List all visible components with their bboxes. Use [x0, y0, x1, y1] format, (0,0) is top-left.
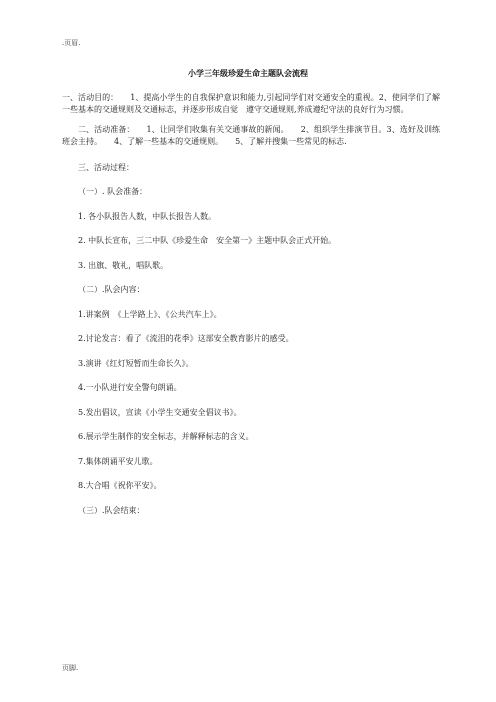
page-header: .页眉. [62, 39, 81, 47]
subsection-meeting-preparation: （一）. 队会准备： [78, 187, 148, 197]
section-activity-preparation: 二、活动准备： 1、让同学们收集有关交通事故的新闻。 2、组织学生排演节目。3、选好及训练班会主持。 4、了解一些基本的交通规则。 5、了解并搜集一些常见的标志. [62, 124, 440, 147]
list-item: 7.集体朗诵平安儿歌。 [78, 456, 158, 466]
page-footer: 页脚. [62, 664, 79, 672]
list-item: 1.讲案例 《上学路上》、《公共汽车上》。 [78, 309, 222, 319]
list-item: 3.演讲《红灯短暂而生命长久》。 [78, 358, 194, 368]
document-title: 小学三年级珍爱生命主题队会流程 [188, 68, 308, 78]
list-item: 2. 中队长宣布，三二中队《珍爱生命 安全第一》主题中队会正式开始。 [78, 236, 337, 246]
subsection-meeting-end: （三）.队会结束： [78, 505, 145, 515]
list-item: 6.展示学生制作的安全标志，并解释标志的含义。 [78, 432, 254, 442]
section-activity-process: 三、活动过程： [78, 162, 134, 172]
list-item: 8.大合唱《祝你平安》。 [78, 481, 162, 491]
document-body [62, 92, 440, 523]
list-item: 4.一小队进行安全警句朗诵。 [78, 383, 182, 393]
list-item: 5.发出倡议，宣读《小学生交通安全倡议书》。 [78, 407, 242, 417]
list-item: 1. 各小队报告人数，中队长报告人数。 [78, 211, 217, 221]
section-activity-goal: 一、活动目的： 1、提高小学生的自我保护意识和能力,引起同学们对交通安全的重视。2、使同学们了解一些基本的交通规则及交通标志，并逐步形成自觉 遵守交通规则,养成遵纪守法的良好行为习惯。 [62, 93, 440, 115]
list-item: 3. 出旗、敬礼，唱队歌。 [78, 260, 169, 270]
list-item: 2.讨论发言：看了《流泪的花季》这部安全教育影片的感受。 [78, 334, 294, 344]
subsection-meeting-content: （二）.队会内容： [78, 285, 145, 295]
